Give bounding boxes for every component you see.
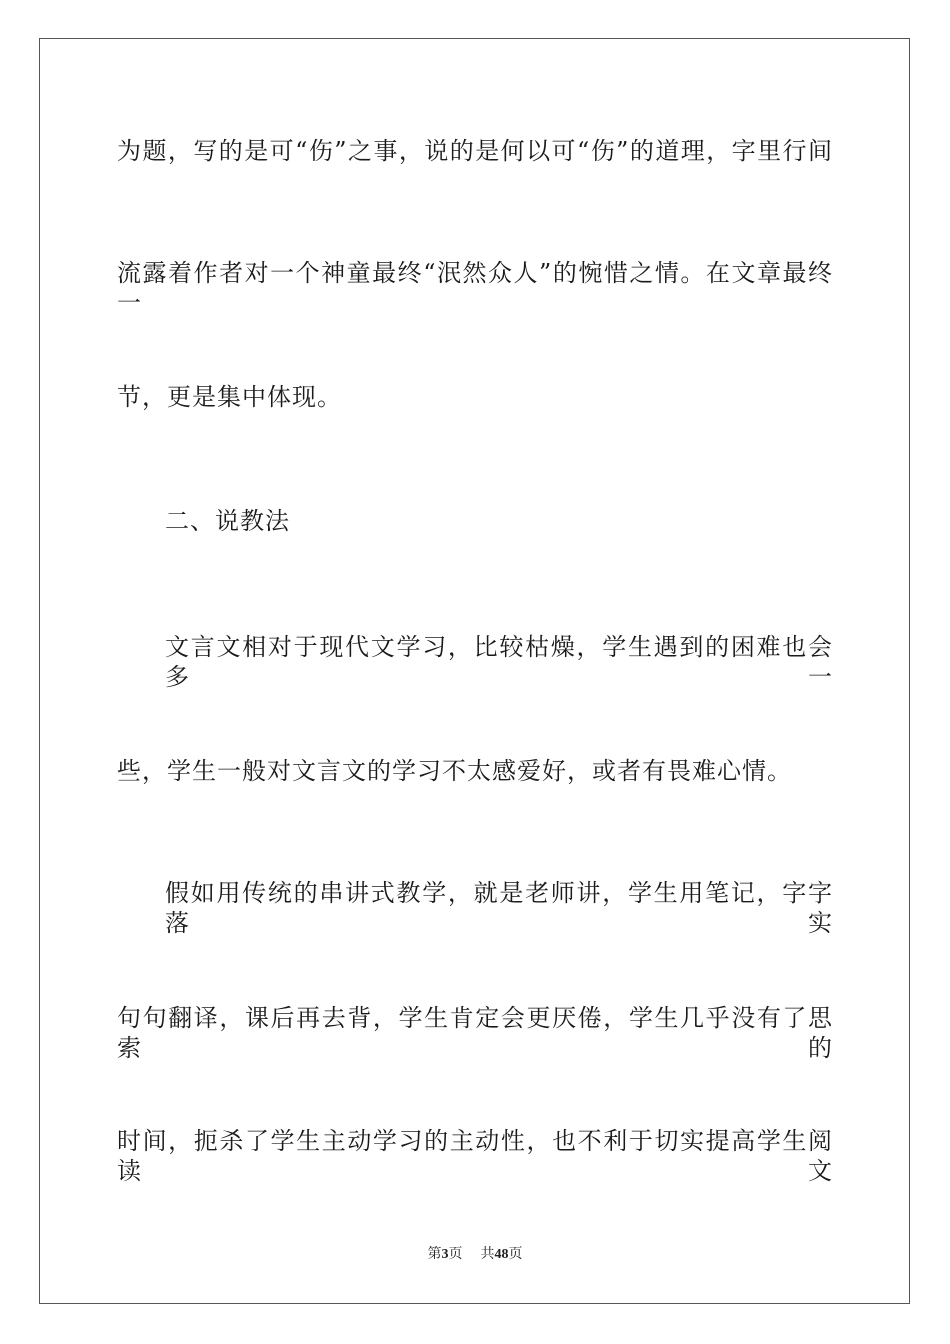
footer-page-total: 48 (494, 1247, 509, 1262)
section-heading: 二、说教法 (165, 507, 290, 535)
body-line-6: 些，学生一般对文言文的学习不太感爱好，或者有畏难心情。 (117, 757, 792, 785)
body-line-5: 文言文相对于现代文学习，比较枯燥，学生遇到的困难也会多一 (165, 633, 833, 691)
footer-page-prefix: 第 (427, 1246, 442, 1262)
footer-total-prefix: 共 (480, 1246, 495, 1262)
body-line-8: 句句翻译，课后再去背，学生肯定会更厌倦，学生几乎没有了思索的 (117, 1004, 833, 1062)
body-line-7: 假如用传统的串讲式教学，就是老师讲，学生用笔记，字字落实 (165, 879, 833, 937)
page-footer (0, 1245, 950, 1264)
body-line-2: 流露着作者对一个神童最终“泯然众人”的惋惜之情。在文章最终一 (117, 259, 833, 317)
body-line-3: 节，更是集中体现。 (117, 383, 342, 411)
body-line-9: 时间，扼杀了学生主动学习的主动性，也不利于切实提高学生阅读文 (117, 1127, 833, 1185)
body-line-1: 为题，写的是可“伤”之事，说的是何以可“伤”的道理，字里行间 (117, 137, 833, 165)
footer-total-suffix: 页 (508, 1246, 523, 1262)
footer-page-suffix: 页 (448, 1246, 463, 1262)
footer-page-current: 3 (441, 1247, 449, 1262)
